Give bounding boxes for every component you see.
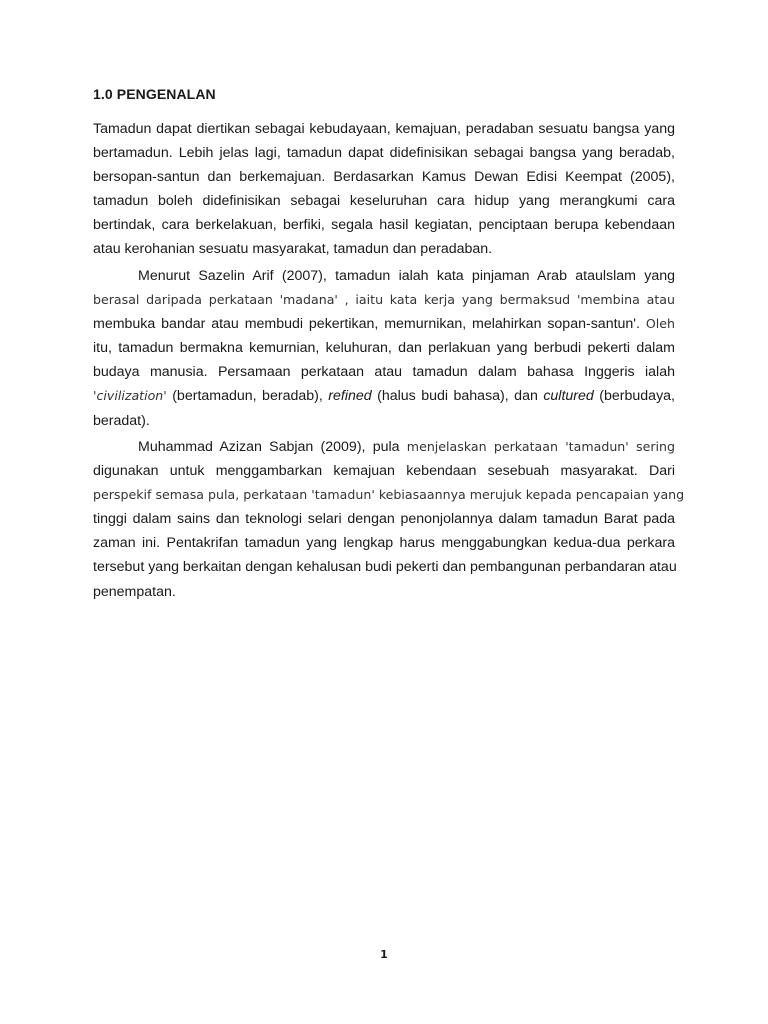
section-heading: 1.0 PENGENALAN [93,86,216,102]
text-line: tinggi dalam sains dan teknologi selari dengan penonjolannya dalam tamadun Barat pada [93,511,675,528]
text-line: bertindak, cara berkelakuan, berfiki, segala hasil kegiatan, penciptaan berupa kebendaan [93,217,675,234]
text-line: itu, tamadun bermakna kemurnian, keluhuran, dan perlakuan yang berbudi pekerti dalam [93,340,675,357]
text-line [93,435,675,459]
text-fragment: (berbudaya, [593,388,675,405]
paragraph-definition [93,117,675,262]
text-line: beradat). [93,412,150,429]
text-line: budaya manusia. Persamaan perkataan atau tamadun dalam bahasa Inggeris ialah [93,364,675,381]
paragraph-sazelin [93,264,675,433]
text-fragment: Muhammad Azizan Sabjan (2009), pula [138,439,400,455]
text-fragment: (halus budi bahasa), dan [371,388,544,405]
text-line: bertamadun. Lebih jelas lagi, tamadun dapat didefinisikan sebagai bangsa yang beradab, [93,145,675,162]
text-line: digunakan untuk menggambarkan kemajuan kebendaan sesebuah masyarakat. Dari [93,463,675,480]
text-line: perspekif semasa pula, perkataan 'tamadun' kebiasaannya merujuk kepada pencapaian yang [93,487,685,503]
page-number: 1 [380,948,388,961]
text-line: penempatan. [93,583,176,600]
term-refined: refined [328,388,372,405]
text-line: Tamadun dapat diertikan sebagai kebudayaan, kemajuan, peradaban sesuatu bangsa yang [93,121,675,137]
text-line: tersebut yang berkaitan dengan kehalusan budi pekerti dan pembangunan perbandaran atau [93,559,677,576]
text-line: tamadun boleh didefinisikan sebagai keseluruhan cara hidup yang merangkumi cara [93,193,675,210]
paragraph-azizan [93,435,685,604]
term-civilization: 'civilization' [93,388,167,404]
term-cultured: cultured [543,388,594,405]
text-line: Menurut Sazelin Arif (2007), tamadun ialah kata pinjaman Arab ataulslam yang [138,268,675,284]
text-line [93,312,675,336]
text-fragment: (bertamadun, beradab), [166,388,329,405]
text-fragment: membuka bandar atau membudi pekertikan, memurnikan, melahirkan sopan-santun'. [93,316,640,333]
text-line [93,384,675,408]
text-fragment: Oleh [645,316,675,332]
text-line: berasal daripada perkataan 'madana' , iaitu kata kerja yang bermaksud 'membina atau [93,292,675,308]
text-fragment: menjelaskan perkataan 'tamadun' sering [399,439,675,454]
text-line: atau kerohanian sesuatu masyarakat, tamadun dan peradaban. [93,241,493,258]
text-line: bersopan-santun dan berkemajuan. Berdasarkan Kamus Dewan Edisi Keempat (2005), [93,169,675,186]
text-line: zaman ini. Pentakrifan tamadun yang lengkap harus menggabungkan kedua-dua perkara [93,535,675,552]
